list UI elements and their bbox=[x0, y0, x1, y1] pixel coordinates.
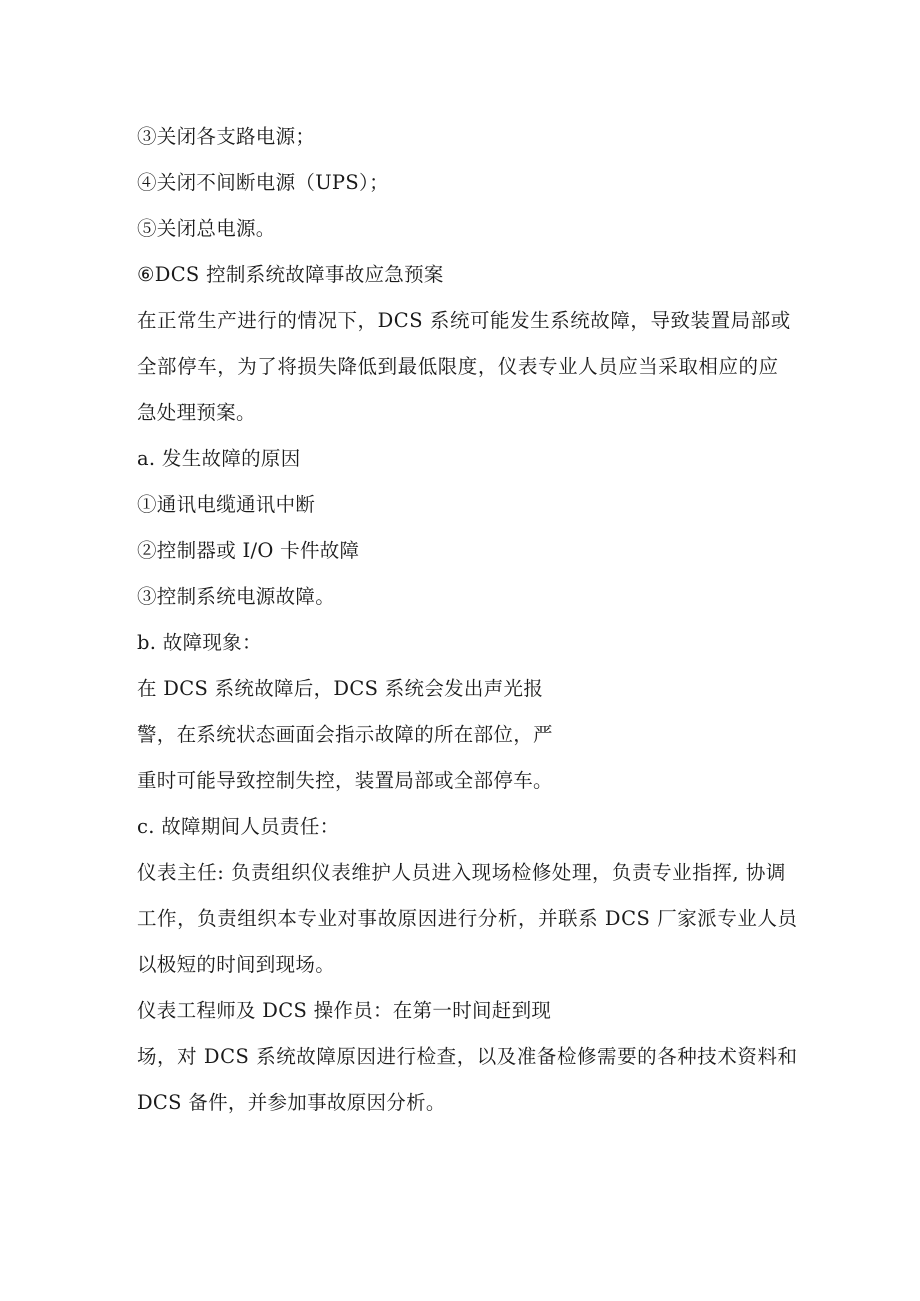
paragraph-line: 以极短的时间到现场。 bbox=[137, 953, 336, 976]
list-item: ③控制系统电源故障。 bbox=[137, 585, 336, 608]
paragraph-line: 在正常生产进行的情况下，DCS 系统可能发生系统故障，导致装置局部或 bbox=[137, 309, 791, 332]
paragraph-line: 仪表主任: 负责组织仪表维护人员进入现场检修处理，负责专业指挥, 协调 bbox=[137, 861, 786, 884]
paragraph-line: 急处理预案。 bbox=[137, 401, 256, 424]
paragraph-line: ③关闭各支路电源； bbox=[137, 125, 316, 148]
list-item: ②控制器或 I/O 卡件故障 bbox=[137, 539, 360, 562]
subsection-heading: b. 故障现象： bbox=[137, 631, 262, 654]
paragraph-line: 重时可能导致控制失控，装置局部或全部停车。 bbox=[137, 769, 553, 792]
paragraph-line: 警，在系统状态画面会指示故障的所在部位，严 bbox=[137, 723, 553, 746]
paragraph-line: 场，对 DCS 系统故障原因进行检查，以及准备检修需要的各种技术资料和 bbox=[137, 1045, 798, 1068]
subsection-heading: a. 发生故障的原因 bbox=[137, 447, 301, 470]
paragraph-line: 全部停车，为了将损失降低到最低限度，仪表专业人员应当采取相应的应 bbox=[137, 355, 779, 378]
paragraph-line: 工作，负责组织本专业对事故原因进行分析，并联系 DCS 厂家派专业人员 bbox=[137, 907, 798, 930]
section-heading: ⑥DCS 控制系统故障事故应急预案 bbox=[137, 263, 444, 286]
subsection-heading: c. 故障期间人员责任： bbox=[137, 815, 340, 838]
paragraph-line: ⑤关闭总电源。 bbox=[137, 217, 276, 240]
list-item: ①通讯电缆通讯中断 bbox=[137, 493, 316, 516]
paragraph-line: 仪表工程师及 DCS 操作员：在第一时间赶到现 bbox=[137, 999, 552, 1022]
paragraph-line: ④关闭不间断电源（UPS）； bbox=[137, 171, 389, 194]
paragraph-line: 在 DCS 系统故障后，DCS 系统会发出声光报 bbox=[137, 677, 544, 700]
document-body bbox=[137, 114, 797, 1126]
paragraph-line: DCS 备件，并参加事故原因分析。 bbox=[137, 1091, 446, 1114]
